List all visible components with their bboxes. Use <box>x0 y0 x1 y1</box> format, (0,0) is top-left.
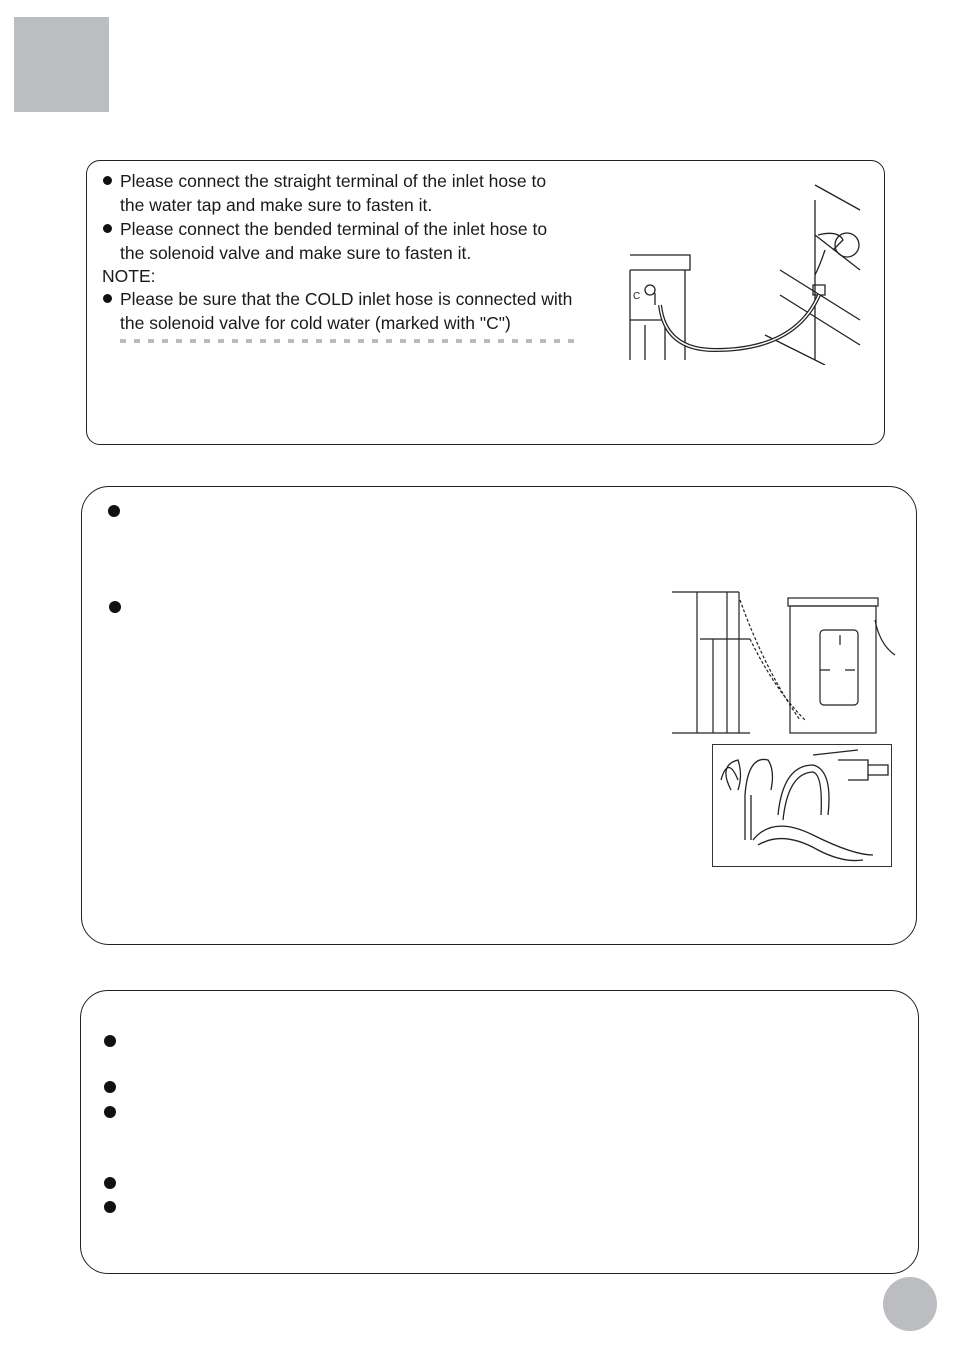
bullet-icon <box>104 1106 116 1118</box>
truncated-text-line <box>120 339 580 343</box>
bullet-icon <box>103 224 112 233</box>
bullet-icon <box>104 1201 116 1213</box>
bullet-icon <box>108 505 120 517</box>
section-tab-marker <box>14 17 109 112</box>
bullet-icon <box>104 1177 116 1189</box>
drain-hose-guide-illustration <box>712 744 892 867</box>
instruction-text: the solenoid valve for cold water (marked with "C") <box>120 313 511 333</box>
bullet-icon <box>103 176 112 185</box>
instruction-text: the solenoid valve and make sure to fasten it. <box>120 243 472 263</box>
note-label: NOTE: <box>102 266 156 286</box>
page-number-marker <box>883 1277 937 1331</box>
bullet-icon <box>109 601 121 613</box>
bullet-icon <box>104 1035 116 1047</box>
drain-hose-height-illustration <box>670 590 900 740</box>
inlet-hose-illustration <box>625 175 865 365</box>
notes-section-box <box>80 990 919 1274</box>
bullet-icon <box>103 294 112 303</box>
instruction-text: Please connect the straight terminal of the inlet hose to <box>120 171 547 191</box>
instruction-text: the water tap and make sure to fasten it. <box>120 195 433 215</box>
instruction-text: Please connect the bended terminal of the inlet hose to <box>120 219 548 239</box>
cold-valve-label: C <box>633 291 641 302</box>
instruction-text: Please be sure that the COLD inlet hose is connected with <box>120 289 573 309</box>
bullet-icon <box>104 1081 116 1093</box>
